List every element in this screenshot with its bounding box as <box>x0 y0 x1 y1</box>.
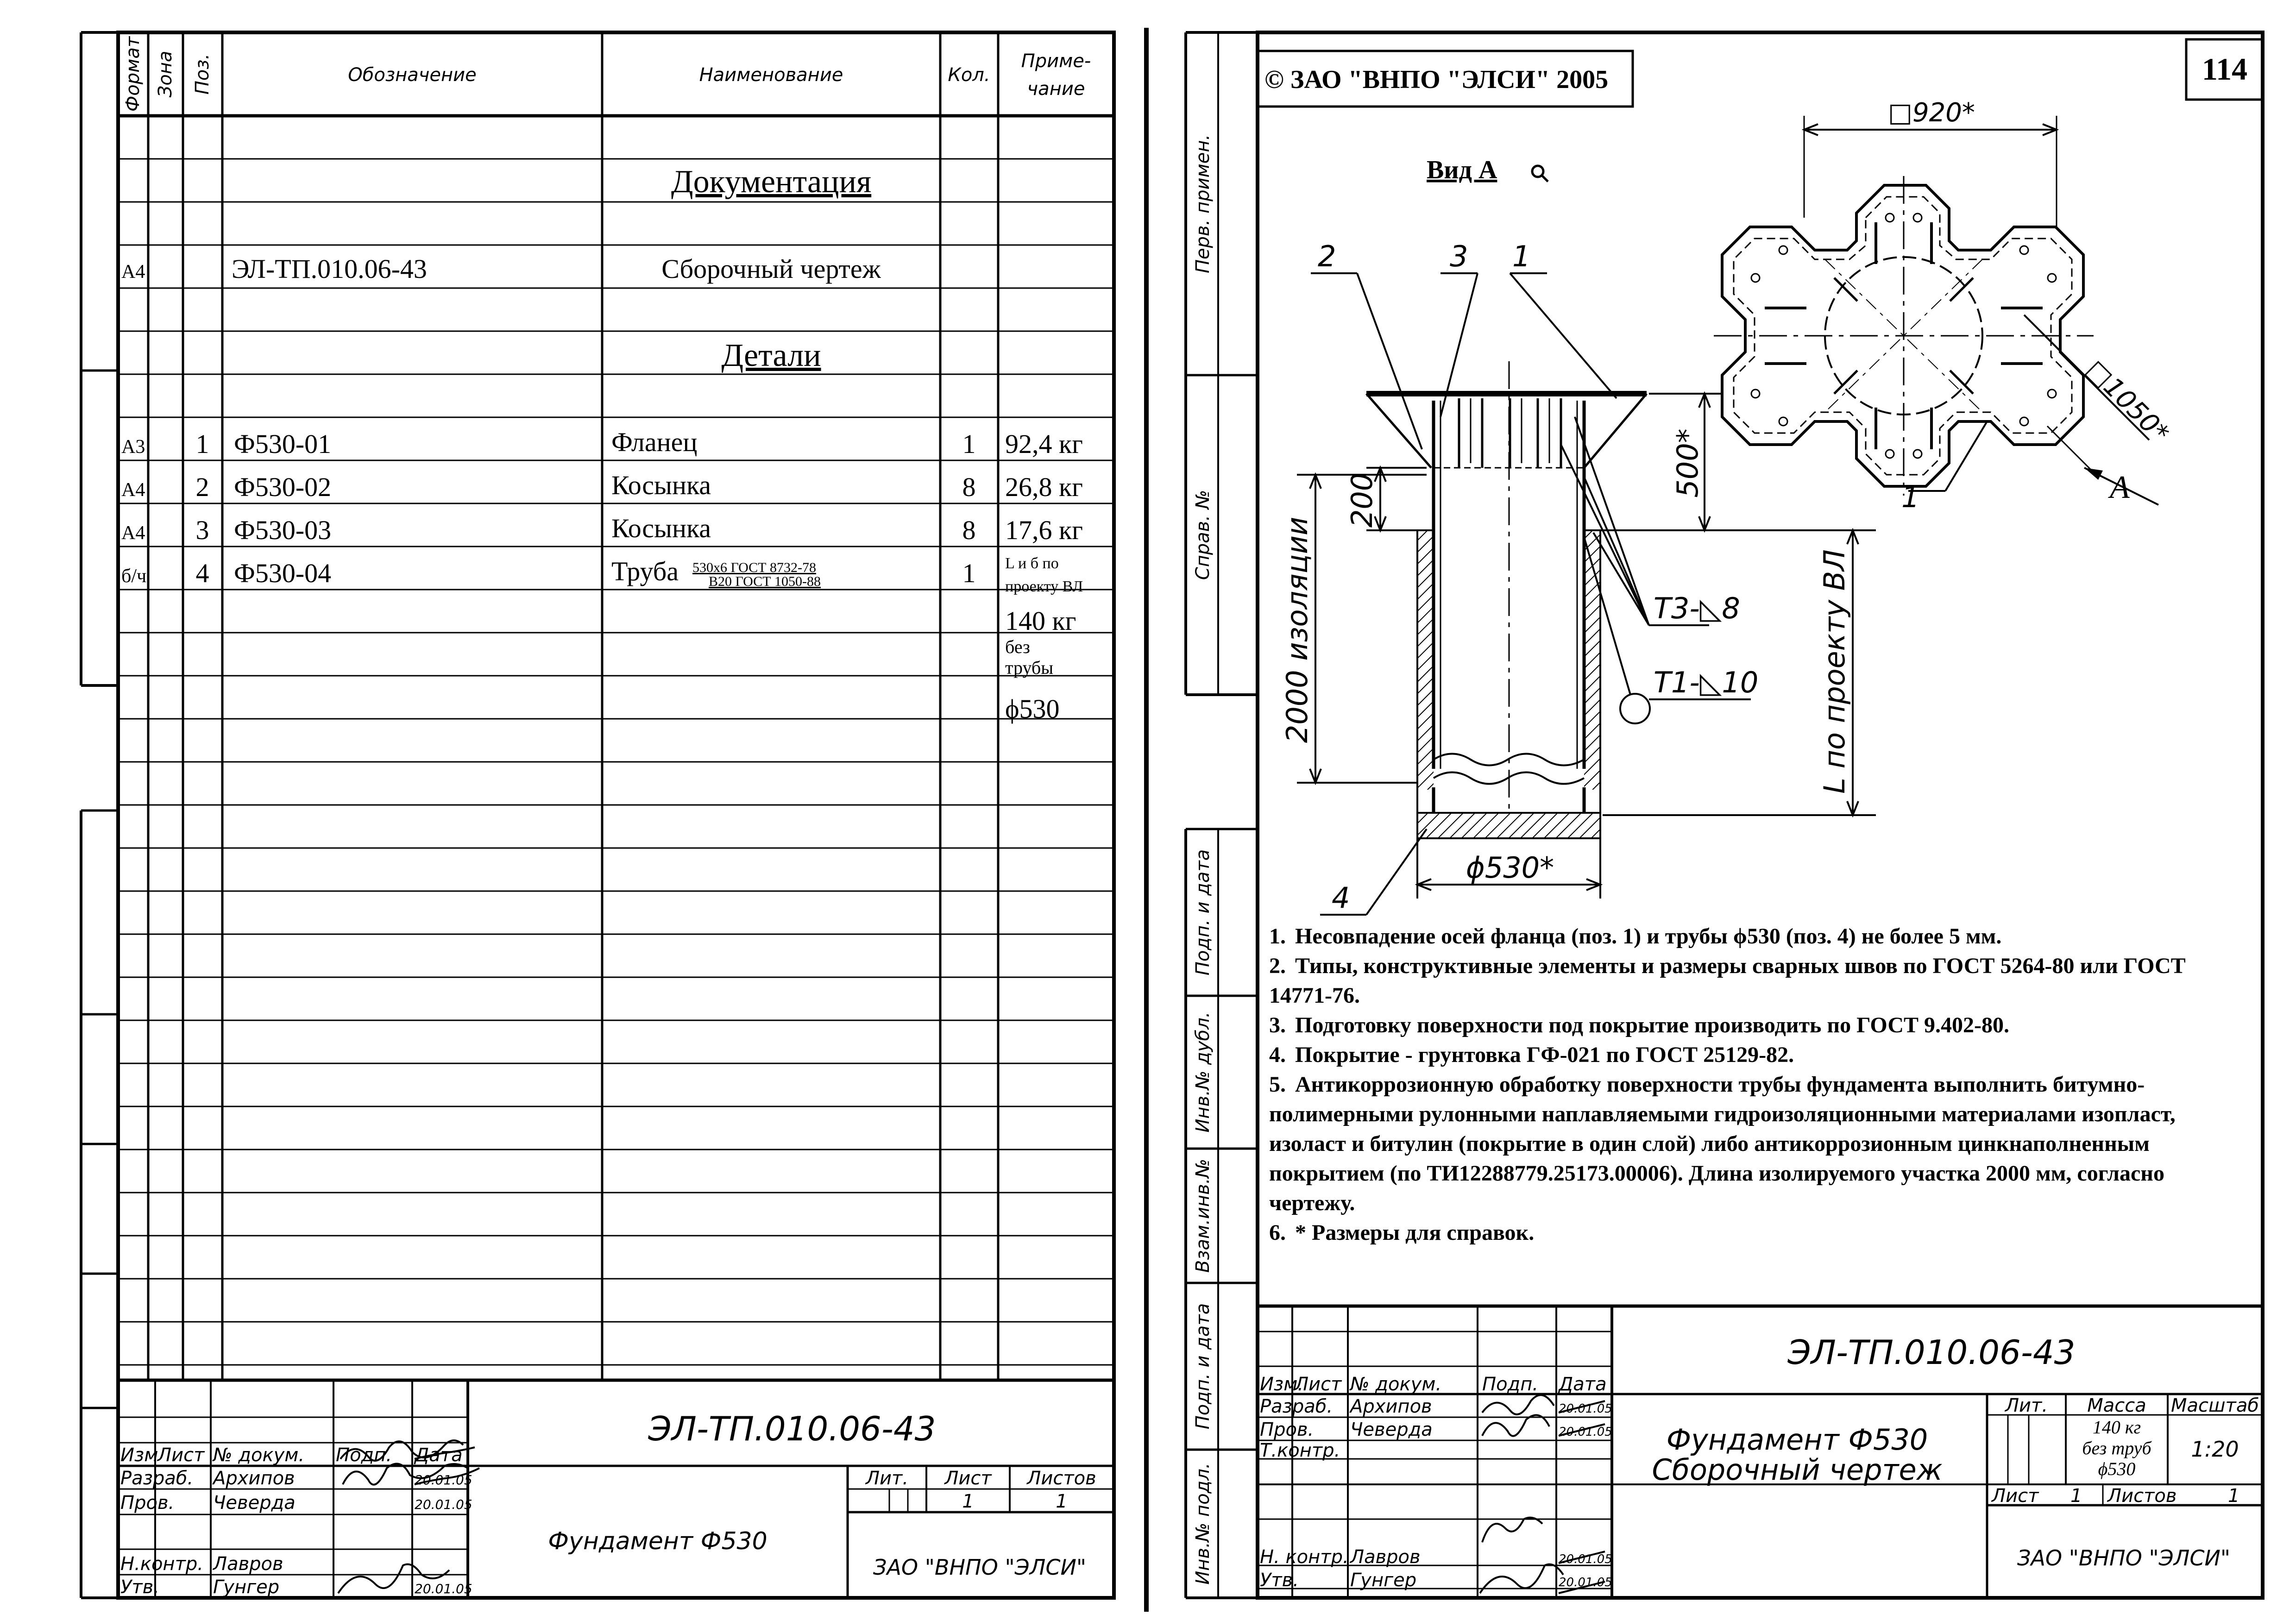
right-mass-2: без труб <box>2082 1438 2151 1458</box>
note-text: Подготовку поверхности под покрытие производить по ГОСТ 9.402-80. <box>1295 1013 2009 1037</box>
note-number: 1. <box>1269 924 1286 949</box>
right-org: ЗАО "ВНПО "ЭЛСИ" <box>2017 1546 2231 1571</box>
right-sheet: 1 <box>2070 1485 2082 1507</box>
right-col-label: Дата <box>1559 1374 1607 1395</box>
part-row-1-format: А3 <box>121 436 145 458</box>
header-note-1: Приме- <box>1021 50 1091 72</box>
part-row-4-note: L и б по <box>1005 555 1059 572</box>
right-col-label: Подп. <box>1482 1374 1539 1395</box>
left-sheets-label: Листов <box>1027 1468 1096 1489</box>
left-org: ЗАО "ВНПО "ЭЛСИ" <box>873 1555 1087 1580</box>
left-person: Чеверда <box>213 1492 296 1514</box>
spec-row-lines <box>118 116 1114 1365</box>
right-sheet-label: Лист <box>1992 1485 2039 1507</box>
spec-header <box>122 36 1091 112</box>
flange-plan-view <box>1714 116 2158 505</box>
left-sheet: 1 <box>962 1491 974 1512</box>
part-row-3-format: А4 <box>121 522 145 544</box>
note-text: Покрытие - грунтовка ГФ-021 по ГОСТ 25129-82. <box>1295 1043 1794 1067</box>
note-1 <box>1269 922 2237 951</box>
note-6 <box>1269 1218 2237 1248</box>
header-designation: Обозначение <box>348 64 477 86</box>
callout-3: 3 <box>1450 239 1468 273</box>
left-col-label: Подп. <box>336 1445 392 1466</box>
part-row-2-format: А4 <box>121 479 145 501</box>
left-role: Разраб. <box>120 1468 194 1489</box>
right-title-text <box>1260 1333 2259 1591</box>
part-row-1-qty: 1 <box>962 429 976 459</box>
left-person: Лавров <box>213 1553 283 1575</box>
note-number: 2. <box>1269 954 1286 978</box>
left-col-label: № докум. <box>213 1445 305 1466</box>
doc-designation: ЭЛ-ТП.010.06-43 <box>232 254 427 284</box>
page-number: 114 <box>2202 51 2248 87</box>
right-mass-3: ϕ530 <box>2098 1458 2136 1479</box>
right-person: Лавров <box>1350 1546 1421 1568</box>
right-lit-label: Лит. <box>2005 1395 2048 1416</box>
part-row-2-pos: 2 <box>195 472 209 502</box>
doc-name: Сборочный чертеж <box>661 254 881 284</box>
part-row-3-qty: 8 <box>962 515 976 545</box>
foundation-section <box>1366 361 1649 848</box>
right-mass-label: Масса <box>2087 1395 2146 1416</box>
left-date: 20.01.05 <box>415 1497 472 1512</box>
header-note-2: чание <box>1027 78 1085 100</box>
copyright: © ЗАО "ВНПО "ЭЛСИ" 2005 <box>1264 65 1609 94</box>
dim-2000: 2000 изоляции <box>1280 516 1314 743</box>
left-date: 20.01.05 <box>415 1581 472 1596</box>
header-name: Наименование <box>699 64 843 86</box>
left-person: Архипов <box>213 1468 295 1489</box>
part-row-1-designation: Ф530-01 <box>234 429 332 459</box>
right-scale: 1:20 <box>2191 1437 2239 1462</box>
left-name: Фундамент Ф530 <box>548 1527 767 1555</box>
right-sheets: 1 <box>2228 1485 2240 1507</box>
right-date: 20.01.05 <box>1559 1425 1612 1439</box>
part-row-4-name-sub1: 530х6 ГОСТ 8732-78 <box>692 560 816 575</box>
left-role: Пров. <box>120 1492 175 1514</box>
part-row-4-designation: Ф530-04 <box>234 558 332 588</box>
part-row-4-name-sub2: В20 ГОСТ 1050-88 <box>709 574 821 589</box>
part-row-1-name: Фланец <box>611 427 698 457</box>
right-person: Архипов <box>1350 1396 1432 1417</box>
part-row-3-name: Косынка <box>611 513 711 543</box>
dim-920: □920* <box>1888 98 1975 128</box>
left-sheets: 1 <box>1056 1491 1068 1512</box>
note-number: 5. <box>1269 1072 1286 1097</box>
side-label-podp-1: Подп. и дата <box>1192 849 1214 976</box>
right-date: 20.01.05 <box>1559 1402 1612 1416</box>
note-5 <box>1269 1070 2237 1218</box>
right-date: 20.01.05 <box>1559 1576 1612 1590</box>
dim-200: 200 <box>1345 472 1379 528</box>
part-row-4-name: Труба <box>611 556 679 586</box>
left-role: Н.контр. <box>120 1553 203 1575</box>
part-row-4-qty: 1 <box>962 558 976 588</box>
part-row-3-pos: 3 <box>195 515 209 545</box>
part-row-2-note: 26,8 кг <box>1005 472 1083 502</box>
right-role: Н. контр. <box>1260 1546 1349 1568</box>
part-row-4-pos: 4 <box>195 558 209 588</box>
right-mass-1: 140 кг <box>2092 1417 2141 1438</box>
part-row-2-designation: Ф530-02 <box>234 472 332 502</box>
right-tb-labels <box>1260 1374 1612 1591</box>
section-parts: Детали <box>721 338 821 373</box>
right-col-label: № докум. <box>1350 1374 1442 1395</box>
weld-t3: Т3-◺8 <box>1654 591 1740 625</box>
left-person: Гунгер <box>213 1577 280 1598</box>
note-2 <box>1269 951 2237 1011</box>
svg-text:Вид А: Вид А <box>1427 156 1497 184</box>
weld-t1: Т1-◺10 <box>1654 666 1759 699</box>
right-sheets-label: Листов <box>2107 1485 2177 1507</box>
side-label-inv-dubl: Инв.№ дубл. <box>1192 1012 1214 1133</box>
part-row-4-note2: проекту ВЛ <box>1005 578 1083 595</box>
right-side-labels <box>1192 134 1214 1585</box>
note-text: Несовпадение осей фланца (поз. 1) и трубы ϕ530 (поз. 4) не более 5 мм. <box>1295 924 2002 949</box>
note-4 <box>1269 1040 2237 1070</box>
left-title-text <box>120 1409 1096 1598</box>
part-row-1-pos: 1 <box>195 429 209 459</box>
part-row-2-qty: 8 <box>962 472 976 502</box>
note-text: Антикоррозионную обработку поверхности трубы фундамента выполнить битумно-полимерными рулонными наплавляемыми гидроизоляционными материалами изопласт, изоласт и битулин (покрытие в один слой) либо антикоррозионным цинкнаполненным покрытием (по ТИ12288779.25173.00006). Длина изолируемого участка 2000 мм, согласно чертежу. <box>1269 1072 2176 1215</box>
left-role: Утв. <box>120 1577 159 1598</box>
total-note-1: без <box>1005 636 1030 657</box>
header-qty: Кол. <box>948 64 990 86</box>
right-col-label: Лист <box>1295 1374 1342 1395</box>
dim-1050: □1050* <box>2080 354 2175 449</box>
section-docs: Документация <box>671 164 872 200</box>
side-label-sprav: Справ. № <box>1192 490 1214 580</box>
part-row-3-note: 17,6 кг <box>1005 515 1083 545</box>
view-arrow-a: А <box>2110 470 2130 505</box>
callout-4: 4 <box>1332 881 1350 915</box>
technical-notes <box>1269 922 2237 1248</box>
right-person: Чеверда <box>1350 1419 1433 1440</box>
note-number: 3. <box>1269 1013 1286 1037</box>
right-role: Т.контр. <box>1260 1440 1340 1461</box>
side-label-podp-2: Подп. и дата <box>1192 1303 1214 1430</box>
header-pos: Поз. <box>192 53 213 95</box>
callout-2: 2 <box>1318 239 1336 273</box>
side-label-inv-podl: Инв.№ подл. <box>1192 1463 1214 1585</box>
right-scale-label: Масштаб <box>2170 1395 2259 1416</box>
right-role: Пров. <box>1260 1419 1314 1440</box>
left-date: 20.01.05 <box>415 1472 472 1488</box>
left-lit-label: Лит. <box>865 1468 909 1489</box>
right-date: 20.01.05 <box>1559 1552 1612 1566</box>
total-note-2: трубы <box>1005 657 1054 678</box>
note-number: 4. <box>1269 1043 1286 1067</box>
plan-labels <box>1888 98 2175 514</box>
left-col-label: Дата <box>415 1445 463 1466</box>
right-code: ЭЛ-ТП.010.06-43 <box>1787 1333 2076 1372</box>
part-row-2-name: Косынка <box>611 470 711 500</box>
view-a-label <box>1427 156 1548 184</box>
left-col-label: Изм <box>120 1445 158 1466</box>
right-role: Утв. <box>1260 1570 1299 1591</box>
right-col-label: Изм. <box>1260 1374 1304 1395</box>
right-role: Разраб. <box>1260 1396 1333 1417</box>
dim-L: L по проекту ВЛ <box>1818 549 1851 794</box>
right-name-2: Сборочный чертеж <box>1652 1453 1943 1487</box>
right-person: Гунгер <box>1350 1570 1417 1591</box>
callout-1: 1 <box>1512 239 1531 273</box>
header-format: Формат <box>122 36 144 112</box>
doc-format: А4 <box>121 261 145 283</box>
callout-1b: 1 <box>1901 480 1920 514</box>
dim-d530: ϕ530* <box>1466 851 1554 885</box>
part-row-4-format: б/ч <box>121 565 147 587</box>
left-sheet-label: Лист <box>944 1468 992 1489</box>
note-text: Типы, конструктивные элементы и размеры сварных швов по ГОСТ 5264-80 или ГОСТ 14771-76. <box>1269 954 2186 1008</box>
total-note-3: ϕ530 <box>1005 694 1060 724</box>
part-row-1-note: 92,4 кг <box>1005 429 1083 459</box>
note-number: 6. <box>1269 1220 1286 1245</box>
left-col-label: Лист <box>157 1445 205 1466</box>
side-label-perv: Перв. примен. <box>1192 134 1214 274</box>
note-3 <box>1269 1011 2237 1040</box>
side-label-vzam: Взам.инв.№ <box>1192 1158 1214 1273</box>
dim-500: 500* <box>1671 428 1705 498</box>
total-mass: 140 кг <box>1005 606 1076 636</box>
header-zone: Зона <box>155 50 176 98</box>
left-code: ЭЛ-ТП.010.06-43 <box>648 1409 936 1448</box>
right-name-1: Фундамент Ф530 <box>1666 1423 1928 1457</box>
note-text: * Размеры для справок. <box>1295 1220 1535 1245</box>
part-row-3-designation: Ф530-03 <box>234 515 332 545</box>
